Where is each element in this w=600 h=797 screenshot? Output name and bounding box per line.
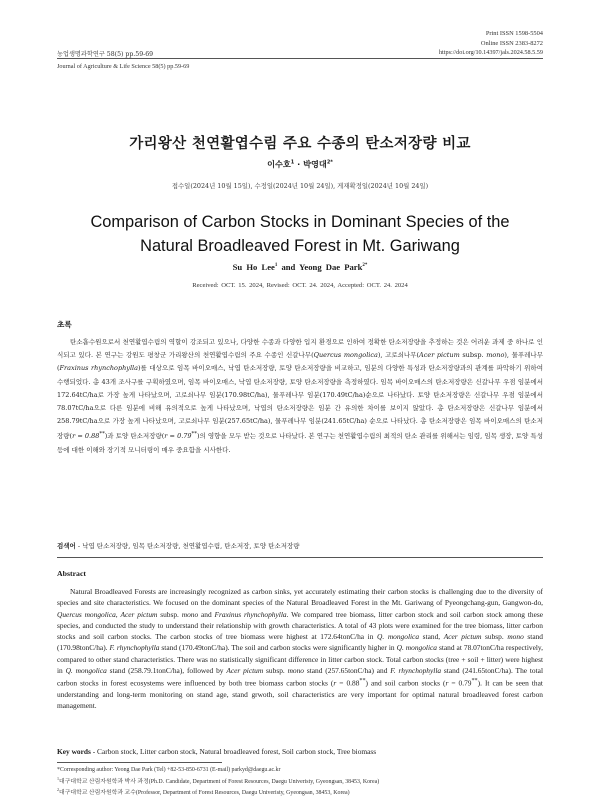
abstract-en-heading: Abstract — [57, 569, 87, 578]
journal-ko: 농업생명과학연구 58(5) pp.59-69 — [57, 51, 154, 58]
author-en-1-sup: 1 — [274, 263, 278, 269]
author-en-2: Yeong Dae Park — [299, 262, 363, 272]
author-1-sup: 1 — [290, 159, 295, 166]
corresponding-author: *Corresponding author: Yeong Dae Park (Tel) +82-53-850-6731 (E-mail) parkyd@daegu.ac.kr — [57, 767, 281, 773]
print-issn: Print ISSN 1598-5504 — [485, 30, 543, 37]
author-1: 이수호 — [267, 159, 291, 169]
author-sep: · — [294, 159, 304, 169]
abstract-ko-heading: 초록 — [57, 320, 72, 329]
footnote-rule — [57, 762, 222, 763]
title-en-line2: Natural Broadleaved Forest in Mt. Gariwang — [140, 237, 460, 255]
section-rule — [57, 557, 543, 558]
title-en-line1: Comparison of Carbon Stocks in Dominant Species of the — [90, 213, 510, 231]
title-english — [0, 210, 600, 258]
abstract-ko-body: 탄소흡수원으로서 천연활엽수림의 역할이 강조되고 있으나, 다양한 수종과 다양한 입지 환경으로 인하여 정확한 탄소저장량을 추정하는 것은 어려운 과제 중 하나로 인식되고 있다. 본 연구는 강원도 평창군 가리왕산의 천연활엽수림의 주요 수종인 신갈나무(Quercus mongolica), 고로쇠나무(Acer pictum subsp. mono), 물푸레나무(Fraxinus rhynchophylla)를 대상으로 임목 바이오매스, 낙엽 탄소저장량, 토양 탄소저장량을 비교하고, 임분의 다양한 특성과 탄소저장량과의 관계를 파악하기 위하여 수행되었다. 총 43개 조사구를 구획하였으며, 임목 바이오매스, 낙엽 탄소저장량, 토양 탄소저장량을 측정하였다. 임목 바이오매스의 탄소저장량은 신갈나무 우점 임분에서 172.64tC/ha로 가장 높게 나타났으며, 고로쇠나무 임분(170.98tC/ha), 물푸레나무 임분(170.49tC/ha)순으로 나타났다. 토양 탄소저장량은 신갈나무 우점 임분에서 78.07tC/ha으로 다른 임분에 비해 유의적으로 높게 나타났으며, 낙엽의 탄소저장량은 임분 간 유의한 차이를 보이지 않았다. 총 탄소저장량은 신갈나무 임분에서 258.79tC/ha으로 가장 높게 나타났으며, 고로쇠나무 임분(257.65tC/ha), 물푸레나무 임분(241.65tC/ha) 순으로 나타났다. 총 탄소저장량은 임목 바이오매스의 탄소저장량(r = 0.88**)과 토양 탄소저장량(r = 0.79**)의 영향을 모두 받는 것으로 나타났다. 본 연구는 천연활엽수림의 최적의 탄소 관리를 위해서는 임령, 임목 생장, 토양 특성 등에 대한 이해와 장기적 모니터링이 매우 중요함을 시사한다. — [57, 338, 543, 454]
issn-block — [481, 29, 543, 49]
dates-korean: 접수일(2024년 10월 15일), 수정일(2024년 10월 24일), 게재확정일(2024년 10월 24일) — [171, 182, 429, 190]
footnotes — [57, 766, 379, 797]
footnote-1: $^1$대구대학교 산림자원학과 박사 과정(Ph.D. Candidate, Department of Forest Resources, Daegu Univeristy, Gyeongsan, 38453, Korea) — [57, 775, 380, 785]
keywords-korean: 검색어 - 낙엽 탄소저장량, 임목 탄소저장량, 천연활엽수림, 탄소저장, 토양 탄소저장량 — [57, 542, 300, 550]
online-issn: Online ISSN 2383-8272 — [480, 40, 543, 47]
doi-link[interactable]: https://doi.org/10.14397/jals.2024.58.5.59 — [438, 49, 543, 56]
author-en-and: and — [277, 262, 300, 272]
dates-english: Received: OCT. 15. 2024, Revised: OCT. 24. 2024, Accepted: OCT. 24. 2024 — [192, 282, 408, 289]
author-en-1: Su Ho Lee — [232, 262, 275, 272]
keywords-en-text: Carbon stock, Litter carbon stock, Natural broadleaved forest, Soil carbon stock, Tree biomass — [97, 747, 377, 756]
author-2: 박영대 — [303, 159, 327, 169]
keywords-ko-label: 검색어 — [57, 542, 76, 550]
title-korean: 가리왕산 천연활엽수림 주요 수종의 탄소저장량 비교 — [129, 136, 471, 152]
keywords-ko-text: 낙엽 탄소저장량, 임목 탄소저장량, 천연활엽수림, 탄소저장, 토양 탄소저장량 — [82, 542, 300, 550]
keywords-en-label: Key words — [57, 747, 91, 756]
authors-korean — [0, 159, 600, 170]
abstract-en-body: Natural Broadleaved Forests are increasingly recognized as carbon sinks, yet accurately estimating their carbon stocks is challenging due to the diversity of species and site characteristics. We focused on the dominant species of the Natural Broadleaved Forest in the Mt. Gariwang of Pyeongchang-gun, Gangwon-do, Quercus mongolica, Acer pictum subsp. mono and Fraxinus rhynchophylla. We compared tree biomass, litter carbon stock and soil carbon stock among these species, and conducted the study to understand their relationship with growth characteristics. A total of 43 plots were examined for the tree biomass, litter carbon stocks and soil carbon stocks. The carbon stocks of tree biomass were highest at 172.64tonC/ha in Q. mongolica stand, Acer pictum subsp. mono stand (170.98tonC/ha). F. rhynchophylla stand (170.49tonC/ha). The soil and carbon stocks were significantly higher in Q. mongolica stand at 78.07tonC/ha respectively, compared to other stand characteristics. There was no statistically significant difference in litter carbon stock. Total carbon stocks (tree + soil + litter) were highest in Q. mongolica stand (258.79.1tonC/ha), followed by Acer pictum subsp. mono stand (257.65tonC/ha) and F. rhynchophylla stand (241.65tonC/ha). The total carbon stocks in forest ecosystems were influenced by both tree biomass carbon stocks (r = 0.88**) and soil carbon stocks (r = 0.79**). It can be seen that understanding and long-term monitoring on stand age, stand grwoth, soil characteristics are very important for optimal natural broadleaved forest carbon management. — [57, 587, 544, 711]
header-rule — [57, 58, 543, 59]
author-2-sup: 2* — [326, 159, 333, 166]
journal-en: Journal of Agriculture & Life Science 58(5) pp.59-69 — [57, 63, 190, 70]
keywords-english: Key words - Carbon stock, Litter carbon stock, Natural broadleaved forest, Soil carbon stock, Tree biomass — [57, 747, 377, 756]
footnote-2: $^2$대구대학교 산림자원학과 교수(Professor, Department of Forest Resources, Daegu Univeristy, Gyeongsan, 38453, Korea) — [57, 786, 350, 796]
authors-english — [0, 262, 600, 272]
author-en-2-sup: 2* — [362, 263, 368, 269]
